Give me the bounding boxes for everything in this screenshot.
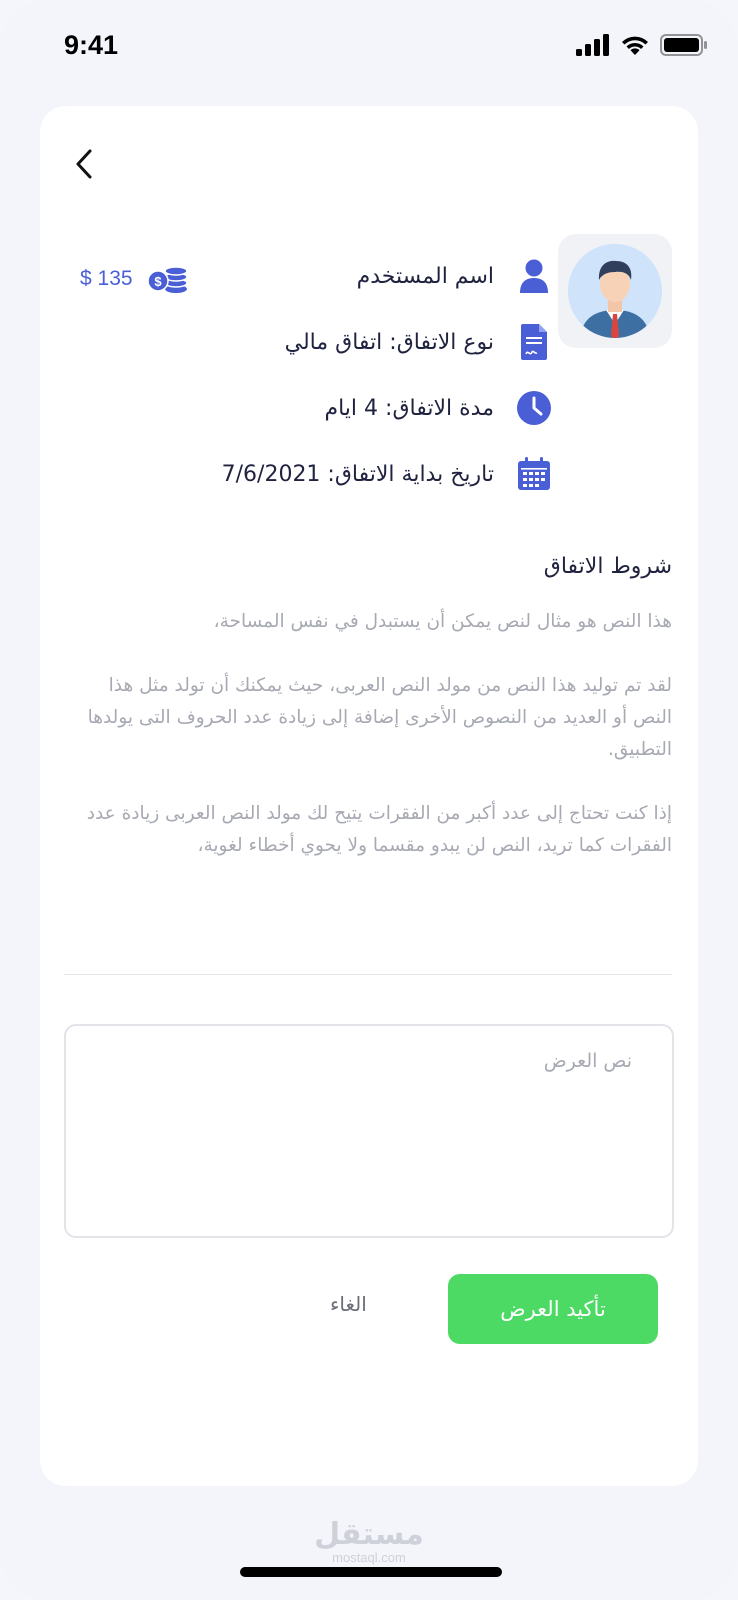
- user-portrait-icon: [568, 244, 662, 338]
- battery-icon: [660, 34, 708, 56]
- agreement-card: [40, 106, 698, 1486]
- watermark-logo: [0, 1517, 738, 1565]
- duration-row: [324, 386, 554, 430]
- offer-text-box: [64, 1024, 674, 1238]
- status-icons: [576, 34, 708, 56]
- watermark-latin: mostaql.com: [332, 1550, 406, 1565]
- user-name: اسم المستخدم: [356, 263, 494, 289]
- user-name-row: [357, 254, 554, 298]
- price-value: $ 135: [80, 267, 133, 290]
- user-icon: [514, 256, 554, 296]
- divider: [64, 974, 672, 975]
- document-icon: [514, 322, 554, 362]
- agreement-type-row: [285, 320, 554, 364]
- agreement-start-date: تاريخ بداية الاتفاق: 7/6/2021: [221, 461, 494, 487]
- avatar: [558, 234, 672, 348]
- offer-text-input[interactable]: [66, 1026, 672, 1236]
- signal-icon: [576, 34, 610, 56]
- chevron-left-icon: [73, 147, 95, 181]
- start-date-row: [222, 452, 554, 496]
- cancel-button[interactable]: الغاء: [330, 1292, 367, 1316]
- price: [80, 264, 189, 294]
- calendar-icon: [514, 454, 554, 494]
- terms-paragraph: هذا النص هو مثال لنص يمكن أن يستبدل في نفس المساحة،: [213, 611, 672, 632]
- watermark-arabic: مستقل: [314, 1517, 424, 1552]
- terms-paragraph: إذا كنت تحتاج إلى عدد أكبر من الفقرات يتيح لك مولد النص العربى زيادة عدد الفقرات كما تريد، النص لن يبدو مقسما ولا يحوي أخطاء لغوية،: [86, 803, 672, 856]
- coins-icon: [147, 264, 189, 294]
- agreement-type: نوع الاتفاق: اتفاق مالي: [284, 329, 494, 355]
- svg-text:$: $: [153, 274, 162, 289]
- avatar-circle: [568, 244, 662, 338]
- agreement-duration: مدة الاتفاق: 4 ايام: [324, 395, 494, 421]
- terms-title: شروط الاتفاق: [543, 554, 672, 579]
- clock-icon: [514, 388, 554, 428]
- confirm-offer-button[interactable]: تأكيد العرض: [448, 1274, 658, 1344]
- back-button[interactable]: [64, 144, 104, 184]
- terms-paragraph: لقد تم توليد هذا النص من مولد النص العربى، حيث يمكنك أن تولد مثل هذا النص أو العديد من النصوص الأخرى إضافة إلى زيادة عدد الحروف التى يولدها التطبيق.: [87, 675, 672, 760]
- home-indicator[interactable]: [240, 1567, 502, 1577]
- terms-body: [72, 606, 672, 894]
- wifi-icon: [620, 34, 650, 56]
- status-time: 9:41: [64, 30, 119, 60]
